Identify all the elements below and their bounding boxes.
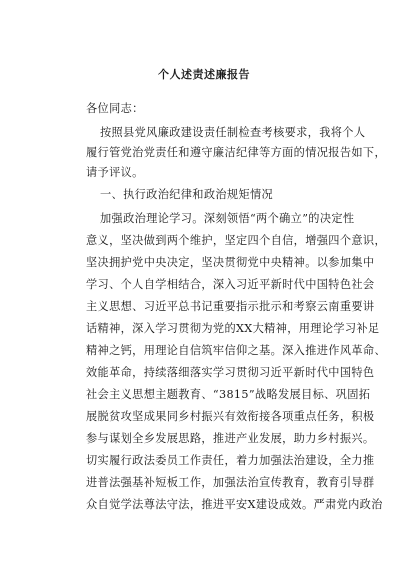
paragraph-line: 意义，坚决做到两个维护，坚定四个自信，增强四个意识， xyxy=(86,234,386,247)
paragraph-line: 进普法强基补短板工作，加强法治宣传教育，教育引导群 xyxy=(86,476,375,489)
paragraph-line: 坚决拥护党中央决定，坚决贯彻党中央精神。以参加集中 xyxy=(86,256,375,269)
section-heading: 一、执行政治纪律和政治规矩情况 xyxy=(100,188,274,201)
paragraph-line: 展脱贫攻坚成果同乡村振兴有效衔接各项重点任务，积极 xyxy=(86,410,375,423)
paragraph-line: 话精神，深入学习贯彻为党的XX大精神，用理论学习补足 xyxy=(86,322,380,335)
paragraph-line: 请予评议。 xyxy=(86,166,144,179)
paragraph-line: 切实履行政法委员工作责任，着力加强法治建设，全力推 xyxy=(86,454,375,467)
paragraph-line: 众自觉学法尊法守法，推进平安X建设成效。严肃党内政治 xyxy=(86,498,383,511)
document-title: 个人述责述廉报告 xyxy=(158,68,250,81)
paragraph-line: 学习、个人自学相结合，深入习近平新时代中国特色社会 xyxy=(86,278,375,291)
paragraph-line: 效能革命，持续落细落实学习贯彻习近平新时代中国特色 xyxy=(86,366,375,379)
paragraph-line: 加强政治理论学习。深刻领悟“两个确立”的决定性 xyxy=(100,212,355,225)
paragraph-line: 按照县党风廉政建设责任制检查考核要求，我将个人 xyxy=(100,126,366,139)
paragraph-line: 精神之钙，用理论自信筑牢信仰之基。深入推进作风革命、 xyxy=(86,344,386,357)
paragraph-line: 社会主义思想主题教育、“3815”战略发展目标、巩固拓 xyxy=(86,388,371,401)
paragraph-line: 履行管党治党责任和遵守廉洁纪律等方面的情况报告如下， xyxy=(86,146,386,159)
salutation: 各位同志： xyxy=(86,102,144,115)
paragraph-line: 参与谋划全乡发展思路，推进产业发展，助力乡村振兴。 xyxy=(86,432,375,445)
paragraph-line: 主义思想、习近平总书记重要指示批示和考察云南重要讲 xyxy=(86,300,375,313)
